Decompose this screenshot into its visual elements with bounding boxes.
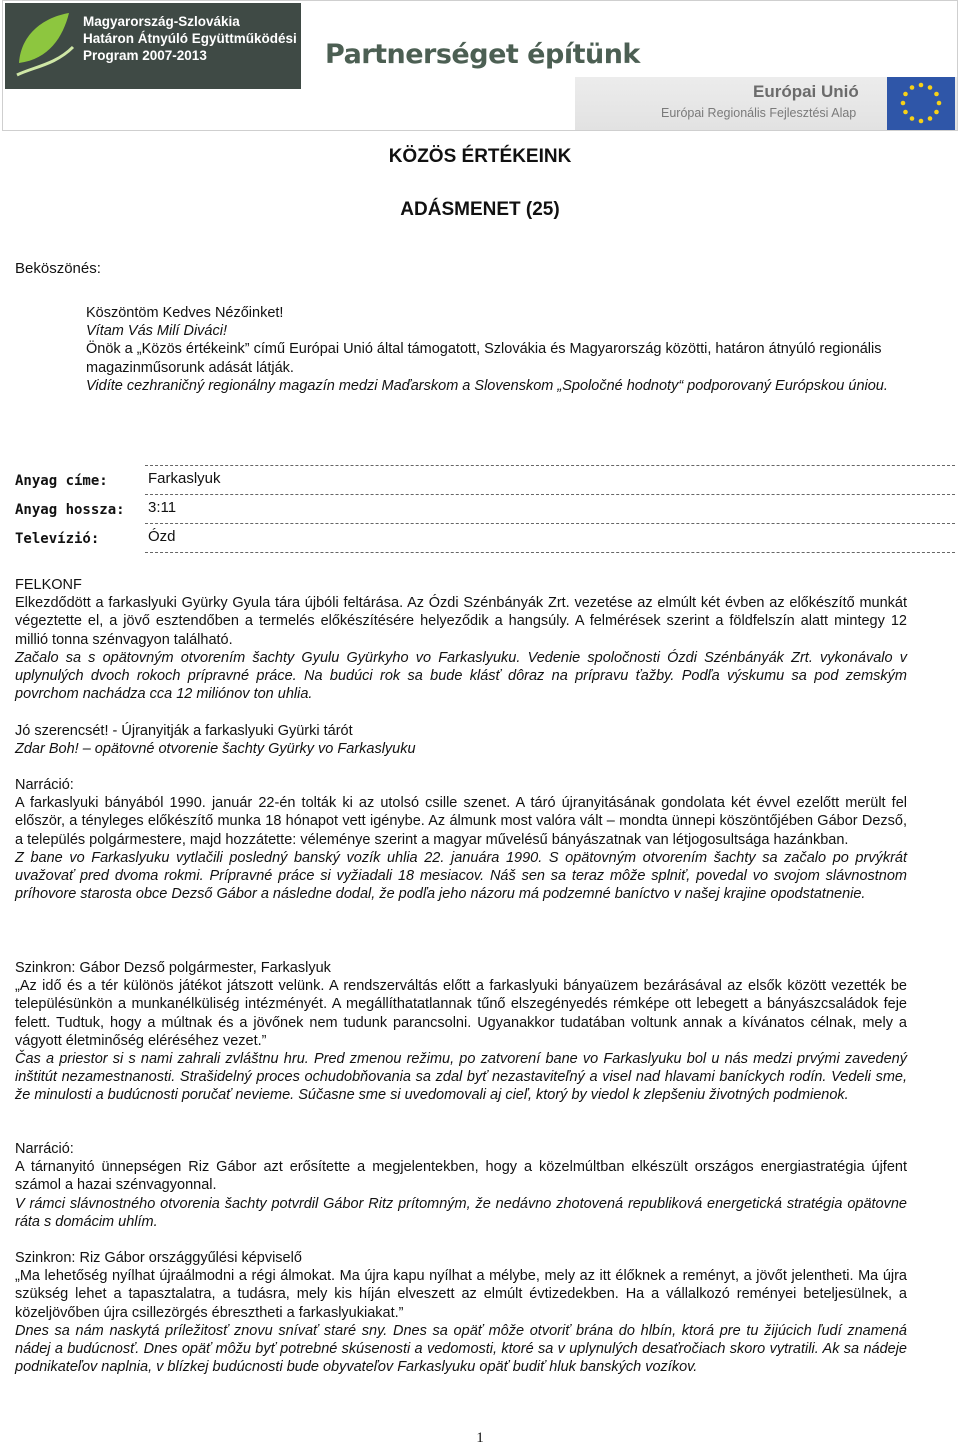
meta-row-tv — [15, 524, 955, 552]
eu-title: Európai Unió — [753, 82, 859, 101]
meta-row-length — [15, 495, 955, 523]
eu-flag-icon — [887, 77, 955, 130]
paragraph-hu: A farkaslyuki bányából 1990. január 22-én tolták ki az utolsó csille szenet. A táró újranyitásának gondolata két évvel ezelőtt merült fel először, a tényleges előkészítő munka 18 hónapot vett igénybe. Az álmunk most valóra vált – mondta ünnepi köszöntőjében Gábor Dezső, a település polgármestere, majd hozzátette: véleménye szerint a magyar művelésű bányászatnak van létjogosultsága hazánkban. — [15, 795, 907, 848]
tagline: Partnerséget építünk — [325, 39, 640, 70]
felkonf-section — [15, 576, 907, 703]
narration-section-1 — [15, 776, 907, 903]
section-label: Narráció: — [15, 1141, 74, 1157]
greeting-line: Vítam Vás Milí Diváci! — [86, 323, 227, 340]
headline-section — [15, 722, 907, 758]
leaf-logo-icon — [5, 3, 81, 89]
sync-section-2 — [15, 1249, 907, 1376]
eu-subtitle: Európai Regionális Fejlesztési Alap — [661, 106, 857, 120]
paragraph-sk: Čas a priestor si s nami zahrali zvláštnu hru. Pred zmenou režimu, po zatvorení bane vo Farkaslyuku bol u nás medzi prvými zavedený inštitút nezamestnanosti. Strašidelný proces ochudobňovania sa zdal byť nezastaviteľný a visel nad hlavami baníckych rodín. Vedeli sme, že minulosti a budúcnosti poručať nevieme. Súčasne sme si uvedomovali aj cieľ, ktorý by viedol k zlepšeniu životných podmienok. — [15, 1051, 907, 1104]
headline-sk: Zdar Boh! – opätovné otvorenie šachty Gyürky vo Farkaslyuku — [15, 741, 416, 758]
paragraph-hu: „Ma lehetőség nyílhat újraálmodni a régi álmokat. Ma újra kapu nyílhat a mélybe, mely az itt élőknek a reményt, a jövőt jelentheti. Ma újra szükség lehet a tapasztalatra, a tudásra, mely kis híján elveszett az elmúlt évtizedekben. Ha a vállalkozó reményei beteljesülnek, a közeljövőben újra csillezörgés ébresztheti a farkaslyukiakat.” — [15, 1268, 907, 1321]
meta-tv-value: Ózd — [148, 528, 176, 545]
sync-section-1 — [15, 959, 907, 1105]
meta-length-label: Anyag hossza: — [15, 502, 125, 518]
meta-row-title — [15, 466, 955, 494]
program-logo — [5, 3, 301, 89]
meta-tv-label: Televízió: — [15, 531, 100, 547]
greeting-line: Köszöntöm Kedves Nézőinket! — [86, 305, 284, 321]
program-name-line2: Határon Átnyúló Együttműködési — [83, 31, 297, 46]
greeting-heading: Beköszönés: — [15, 260, 101, 277]
paragraph-hu: „Az idő és a tér különös játékot játszott velünk. A rendszerváltás előtt a farkaslyuki bányaüzem bezárásával az elsők között vezették be településünkön a munkanélküliség intézményét. A megállíthatatlannak tűnő elszegényedés rémképe ott lebegett a bányászcsaládok feje felett. Tudtuk, hogy a múltnak és a jövőnek nem tudunk parancsolni. Ugyanakkor tudatában voltunk annak a kívánatos célnak, mely a vágyott életminőség eléréséhez vezet.” — [15, 978, 907, 1049]
section-label: Szinkron: Gábor Dezső polgármester, Farkaslyuk — [15, 960, 331, 976]
paragraph-sk: V rámci slávnostného otvorenia šachty potvrdil Gábor Ritz prítomným, že nedávno zhotovená republiková energetická stratégia opätovne ráta s domácim uhlím. — [15, 1195, 907, 1230]
program-name-line3: Program 2007-2013 — [83, 48, 207, 63]
section-label: FELKONF — [15, 577, 82, 593]
divider — [145, 552, 955, 553]
narration-section-2 — [15, 1140, 907, 1231]
meta-title-value: Farkaslyuk — [148, 470, 221, 487]
paragraph-sk: Začalo sa s opätovným otvorením šachty Gyulu Gyürkyho vo Farkaslyuku. Vedenie spoločnosti Ózdi Szénbányák Zrt. vykonávalo v uplynulých dvoch rokoch prípravné práce. Na budúci rok sa bude klásť dôraz na prípravu ťažby. Podľa výskumu sa pod zemským povrchom nachádza cca 12 miliónov ton uhlia. — [15, 649, 907, 703]
paragraph-sk: Dnes sa nám naskytá príležitosť znovu snívať staré sny. Dnes sa opäť môže otvoriť brána do hlbín, ktorá pre tu žijúcich ľudí znamená nádej a budúcnosť. Dnes opäť môžu byť potrebné skúsenosti a vedomosti, ktoré sa v uplynulých desaťročiach skoro vytratili. Ak sa nádeje podnikateľov naplnia, v blízkej budúcnosti bude obyvateľov Farkaslyuku opäť budiť hluk banských vozíkov. — [15, 1322, 907, 1376]
greeting-line: Önök a „Közös értékeink” című Európai Unió által támogatott, Szlovákia és Magyarország közötti, határon átnyúló regionális magazinműsorunk adását látják. — [86, 341, 882, 376]
paragraph-sk: Z bane vo Farkaslyuku vytlačili posledný banský vozík uhlia 22. januára 1990. S opätovným otvorením šachty sa začalo po prvýkrát uvažovať pred dvoma rokmi. Prípravné práce si vyžiadali 18 mesiacov. Náš sen sa teraz môže splniť, povedal vo svojom slávnostnom príhovore starosta obce Dezső Gábor a následne dodal, že podľa jeho názoru má podzemné baníctvo v našej krajine opodstatnenie. — [15, 849, 907, 903]
greeting-block — [86, 304, 926, 395]
section-label: Narráció: — [15, 777, 74, 793]
section-label: Szinkron: Riz Gábor országgyűlési képviselő — [15, 1250, 302, 1266]
page-subtitle: ADÁSMENET (25) — [400, 199, 560, 220]
page-title: KÖZÖS ÉRTÉKEINK — [388, 146, 572, 167]
program-name-line1: Magyarország-Szlovákia — [83, 14, 240, 29]
meta-length-value: 3:11 — [148, 499, 177, 516]
headline-hu: Jó szerencsét! - Újranyitják a farkaslyuki Gyürki tárót — [15, 723, 353, 739]
meta-title-label: Anyag címe: — [15, 473, 108, 489]
header-banner — [2, 0, 958, 131]
page-number: 1 — [476, 1430, 484, 1446]
paragraph-hu: A tárnanyitó ünnepségen Riz Gábor azt erősítette a megjelentekben, hogy a közelmúltban elkészült országos energiastratégia újfent számol a hazai szénvagyonnal. — [15, 1159, 907, 1194]
greeting-line: Vidíte cezhraničný regionálny magazín medzi Maďarskom a Slovenskom „Spoločné hodnoty“ podporovaný Európskou úniou. — [86, 377, 888, 394]
paragraph-hu: Elkezdődött a farkaslyuki Gyürky Gyula tára újbóli feltárása. Az Ózdi Szénbányák Zrt. vezetése az elmúlt két évben az előkészítő munkát végeztette el, a jövő esztendőben a termelés előkészítésére helyeződik a hangsúly. A felmérések szerint a földfelszín alatt mintegy 12 millió tonna szénvagyon található. — [15, 595, 907, 648]
eu-logo — [575, 77, 957, 130]
